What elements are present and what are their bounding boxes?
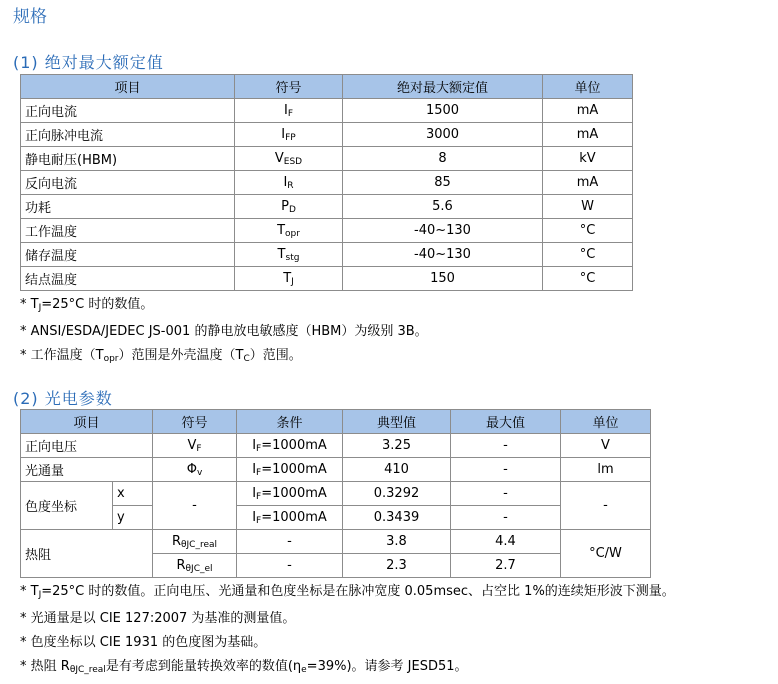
section1-title: (1) 绝对最大额定值 bbox=[13, 53, 164, 72]
table-header-row bbox=[21, 75, 633, 99]
row-value: 1500 bbox=[343, 99, 543, 123]
note-tj: * $T_J=25^\circ C$ 时的数值。 bbox=[20, 297, 154, 313]
table-row: 光通量 $\Phi_v$ $I_F=1000mA$ 410 - lm bbox=[21, 458, 651, 482]
row-value: 150 bbox=[343, 267, 543, 291]
row-unit: kV bbox=[543, 147, 633, 171]
row-item: 结点温度 bbox=[21, 267, 235, 291]
note-flux: * 光通量是以 CIE 127:2007 为基准的测量值。 bbox=[20, 611, 296, 626]
header-typical: 典型值 bbox=[343, 410, 451, 434]
page-title: 规格 bbox=[13, 7, 47, 27]
row-unit: W bbox=[543, 195, 633, 219]
note-thermal: * 热阻 $R_{\theta JC\_real}$是有考虑到能量转换效率的数值$(\eta_e=39\%)$。请参考 JESD51。 bbox=[20, 659, 468, 675]
table-header-row bbox=[21, 410, 651, 434]
section2-title: (2) 光电参数 bbox=[13, 389, 113, 408]
electro-optical-table bbox=[20, 409, 651, 578]
note-esd: * ANSI/ESDA/JEDEC JS-001 的静电放电敏感度（HBM）为级别 3B。 bbox=[20, 324, 428, 339]
table-row bbox=[21, 147, 633, 171]
row-symbol: $I_R$ bbox=[235, 171, 343, 195]
table-row bbox=[21, 219, 633, 243]
row-value: 3000 bbox=[343, 123, 543, 147]
row-unit: °C bbox=[543, 243, 633, 267]
table-row bbox=[21, 99, 633, 123]
table-row bbox=[21, 243, 633, 267]
section1-notes bbox=[20, 293, 428, 371]
row-symbol: $T_J$ bbox=[235, 267, 343, 291]
header-unit: 单位 bbox=[561, 410, 651, 434]
table-row: y $I_F=1000mA$ 0.3439 - bbox=[21, 506, 651, 530]
table-row: $R_{\theta JC\_el}$ - 2.3 2.7 bbox=[21, 554, 651, 578]
header-symbol: 符号 bbox=[235, 75, 343, 99]
row-unit: mA bbox=[543, 171, 633, 195]
row-item: 反向电流 bbox=[21, 171, 235, 195]
row-symbol: $T_{opr}$ bbox=[235, 219, 343, 243]
section2-notes bbox=[20, 580, 675, 682]
row-symbol: $V_{ESD}$ bbox=[235, 147, 343, 171]
row-item: 储存温度 bbox=[21, 243, 235, 267]
row-value: 8 bbox=[343, 147, 543, 171]
row-value: -40~130 bbox=[343, 219, 543, 243]
note-topr: * 工作温度$(T_{opr})$范围是外壳温度$(T_C)$范围。 bbox=[20, 348, 302, 364]
note-chromaticity: * 色度坐标以 CIE 1931 的色度图为基础。 bbox=[20, 635, 267, 650]
row-unit: mA bbox=[543, 123, 633, 147]
header-rating: 绝对最大额定值 bbox=[343, 75, 543, 99]
row-item: 工作温度 bbox=[21, 219, 235, 243]
row-value: 85 bbox=[343, 171, 543, 195]
header-condition: 条件 bbox=[237, 410, 343, 434]
header-unit: 单位 bbox=[543, 75, 633, 99]
table-row bbox=[21, 123, 633, 147]
table-row: 正向电压 $V_F$ $I_F=1000mA$ 3.25 - V bbox=[21, 434, 651, 458]
table-row bbox=[21, 267, 633, 291]
header-item: 项目 bbox=[21, 75, 235, 99]
table-row: 热阻 $R_{\theta JC\_real}$ - 3.8 4.4 °C/W bbox=[21, 530, 651, 554]
header-max: 最大值 bbox=[451, 410, 561, 434]
absolute-max-ratings-table bbox=[20, 74, 633, 291]
header-item: 项目 bbox=[21, 410, 153, 434]
row-symbol: $I_F$ bbox=[235, 99, 343, 123]
row-item: 正向脉冲电流 bbox=[21, 123, 235, 147]
table-row bbox=[21, 171, 633, 195]
row-value: 5.6 bbox=[343, 195, 543, 219]
row-unit: °C bbox=[543, 267, 633, 291]
table-row: 色度坐标 x - $I_F=1000mA$ 0.3292 - - bbox=[21, 482, 651, 506]
row-symbol: $T_{stg}$ bbox=[235, 243, 343, 267]
row-symbol: $I_{FP}$ bbox=[235, 123, 343, 147]
table-row bbox=[21, 195, 633, 219]
row-item: 正向电流 bbox=[21, 99, 235, 123]
row-symbol: $P_D$ bbox=[235, 195, 343, 219]
note-measurement: * $T_J=25^\circ C$ 时的数值。正向电压、光通量和色度坐标是在脉冲宽度 0.05msec、占空比 1%的连续矩形波下测量。 bbox=[20, 584, 675, 600]
row-item: 静电耐压(HBM) bbox=[21, 147, 235, 171]
row-unit: mA bbox=[543, 99, 633, 123]
header-symbol: 符号 bbox=[153, 410, 237, 434]
row-unit: °C bbox=[543, 219, 633, 243]
row-value: -40~130 bbox=[343, 243, 543, 267]
row-item: 功耗 bbox=[21, 195, 235, 219]
